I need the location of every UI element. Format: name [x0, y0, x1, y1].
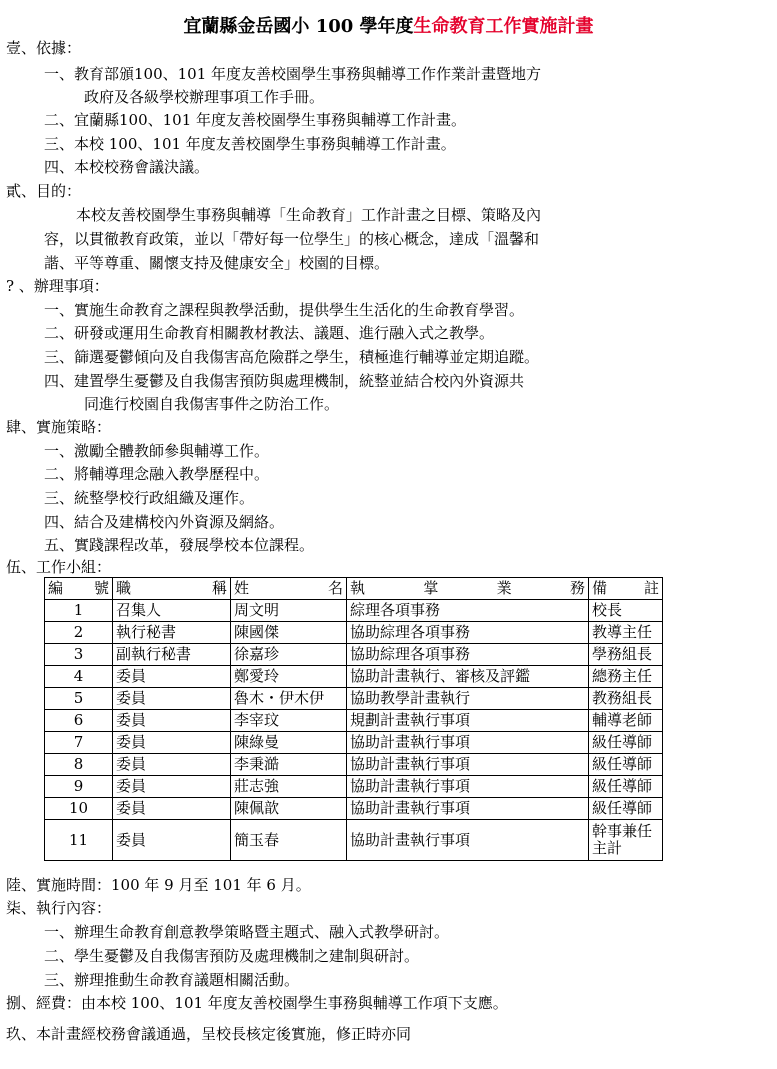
cell-duty: 協助綜理各項事務 [347, 644, 589, 666]
cell-title: 委員 [113, 666, 231, 688]
section-4-item: 四、結合及建構校內外資源及網絡。 [44, 513, 285, 531]
table-row [45, 644, 663, 666]
table-row [45, 820, 663, 861]
section-4-item: 一、激勵全體教師參與輔導工作。 [44, 442, 270, 460]
cell-name: 陳國傑 [231, 622, 347, 644]
cell-title: 委員 [113, 754, 231, 776]
section-1-item: 四、本校校務會議決議。 [44, 158, 210, 176]
cell-no: 3 [45, 644, 113, 666]
section-2-paragraph-line: 諧、平等尊重、關懷支持及健康安全」校園的目標。 [44, 254, 390, 272]
section-7-item: 二、學生憂鬱及自我傷害預防及處理機制之建制與研討。 [44, 947, 420, 965]
cell-title: 委員 [113, 732, 231, 754]
section-2-paragraph-line: 容，以貫徹教育政策，並以「帶好每一位學生」的核心概念，達成「溫馨和 [44, 230, 540, 248]
section-5-heading: 伍、工作小組： [6, 558, 112, 576]
section-7-heading: 柒、執行內容： [6, 899, 112, 917]
table-row [45, 666, 663, 688]
title-black: 宜蘭縣金岳國小 100 學年度 [183, 16, 414, 37]
section-1-heading: 壹、依據： [6, 39, 82, 57]
table-row [45, 688, 663, 710]
cell-note: 總務主任 [589, 666, 663, 688]
cell-duty: 協助計畫執行事項 [347, 820, 589, 861]
cell-duty: 協助計畫執行、審核及評鑑 [347, 666, 589, 688]
cell-duty: 協助計畫執行事項 [347, 754, 589, 776]
cell-name: 陳綠曼 [231, 732, 347, 754]
cell-note: 級任導師 [589, 732, 663, 754]
cell-no: 11 [45, 820, 113, 861]
header-duty: 執 掌 業 務 [347, 578, 589, 600]
table-row [45, 622, 663, 644]
cell-name: 魯木・伊木伊 [231, 688, 347, 710]
section-1-item: 政府及各級學校辦理事項工作手冊。 [84, 88, 325, 106]
document-title [0, 12, 777, 38]
section-3-item: 二、研發或運用生命教育相關教材教法、議題、進行融入式之教學。 [44, 324, 495, 342]
header-title: 職 稱 [113, 578, 231, 600]
section-3-item: 三、篩選憂鬱傾向及自我傷害高危險群之學生，積極進行輔導並定期追蹤。 [44, 348, 540, 366]
section-1-item: 三、本校 100、101 年度友善校園學生事務與輔導工作計畫。 [44, 135, 456, 153]
cell-title: 委員 [113, 820, 231, 861]
section-4-item: 三、統整學校行政組織及運作。 [44, 489, 255, 507]
cell-title: 副執行秘書 [113, 644, 231, 666]
header-name: 姓 名 [231, 578, 347, 600]
cell-duty: 協助綜理各項事務 [347, 622, 589, 644]
table-row [45, 754, 663, 776]
section-9-line: 玖、本計畫經校務會議通過，呈校長核定後實施，修正時亦同 [6, 1025, 412, 1043]
cell-no: 6 [45, 710, 113, 732]
table-row [45, 732, 663, 754]
section-1-item: 一、教育部頒100、101 年度友善校園學生事務與輔導工作作業計畫暨地方 [44, 65, 542, 83]
table-row [45, 600, 663, 622]
section-7-item: 一、辦理生命教育創意教學策略暨主題式、融入式教學研討。 [44, 923, 450, 941]
section-8-line: 捌、經費：由本校 100、101 年度友善校園學生事務與輔導工作項下支應。 [6, 994, 508, 1012]
section-4-item: 五、實踐課程改革，發展學校本位課程。 [44, 536, 315, 554]
cell-duty: 協助教學計畫執行 [347, 688, 589, 710]
cell-no: 9 [45, 776, 113, 798]
section-1-item: 二、宜蘭縣100、101 年度友善校園學生事務與輔導工作計畫。 [44, 111, 467, 129]
section-3-item: 四、建置學生憂鬱及自我傷害預防與處理機制，統整並結合校內外資源共 [44, 372, 525, 390]
cell-no: 2 [45, 622, 113, 644]
cell-name: 莊志強 [231, 776, 347, 798]
section-4-item: 二、將輔導理念融入教學歷程中。 [44, 465, 270, 483]
cell-note: 級任導師 [589, 754, 663, 776]
cell-no: 4 [45, 666, 113, 688]
section-4-heading: 肆、實施策略： [6, 418, 112, 436]
cell-name: 簡玉春 [231, 820, 347, 861]
table-header-row [45, 578, 663, 600]
table-row [45, 798, 663, 820]
cell-title: 執行秘書 [113, 622, 231, 644]
cell-note: 學務組長 [589, 644, 663, 666]
cell-title: 委員 [113, 710, 231, 732]
cell-note: 校長 [589, 600, 663, 622]
cell-note: 級任導師 [589, 798, 663, 820]
cell-no: 7 [45, 732, 113, 754]
section-3-item: 一、實施生命教育之課程與教學活動，提供學生生活化的生命教育學習。 [44, 301, 525, 319]
table-row [45, 776, 663, 798]
cell-note: 教務組長 [589, 688, 663, 710]
cell-title: 委員 [113, 798, 231, 820]
cell-no: 5 [45, 688, 113, 710]
cell-note: 輔導老師 [589, 710, 663, 732]
title-red: 生命教育工作實施計畫 [413, 16, 594, 37]
cell-name: 李秉澔 [231, 754, 347, 776]
cell-note: 幹事兼任主計 [589, 820, 663, 861]
cell-name: 李宰玟 [231, 710, 347, 732]
cell-duty: 規劃計畫執行事項 [347, 710, 589, 732]
cell-duty: 協助計畫執行事項 [347, 776, 589, 798]
cell-name: 徐嘉珍 [231, 644, 347, 666]
cell-no: 10 [45, 798, 113, 820]
cell-no: 1 [45, 600, 113, 622]
cell-no: 8 [45, 754, 113, 776]
section-3-item: 同進行校園自我傷害事件之防治工作。 [84, 395, 340, 413]
cell-name: 鄭愛玲 [231, 666, 347, 688]
cell-title: 召集人 [113, 600, 231, 622]
section-2-heading: 貳、目的： [6, 182, 82, 200]
header-no: 編 號 [45, 578, 113, 600]
cell-duty: 協助計畫執行事項 [347, 798, 589, 820]
table-row [45, 710, 663, 732]
header-note: 備 註 [589, 578, 663, 600]
cell-title: 委員 [113, 688, 231, 710]
cell-note: 級任導師 [589, 776, 663, 798]
cell-name: 周文明 [231, 600, 347, 622]
work-group-table [44, 577, 663, 861]
cell-name: 陳佩歆 [231, 798, 347, 820]
cell-note: 教導主任 [589, 622, 663, 644]
cell-duty: 協助計畫執行事項 [347, 732, 589, 754]
section-3-heading: ? 、辦理事項： [6, 277, 109, 295]
section-2-paragraph-line: 本校友善校園學生事務與輔導「生命教育」工作計畫之目標、策略及內 [76, 206, 542, 224]
cell-duty: 綜理各項事務 [347, 600, 589, 622]
section-7-item: 三、辦理推動生命教育議題相關活動。 [44, 971, 300, 989]
section-6-line: 陸、實施時間：100 年 9 月至 101 年 6 月。 [6, 876, 311, 894]
cell-title: 委員 [113, 776, 231, 798]
